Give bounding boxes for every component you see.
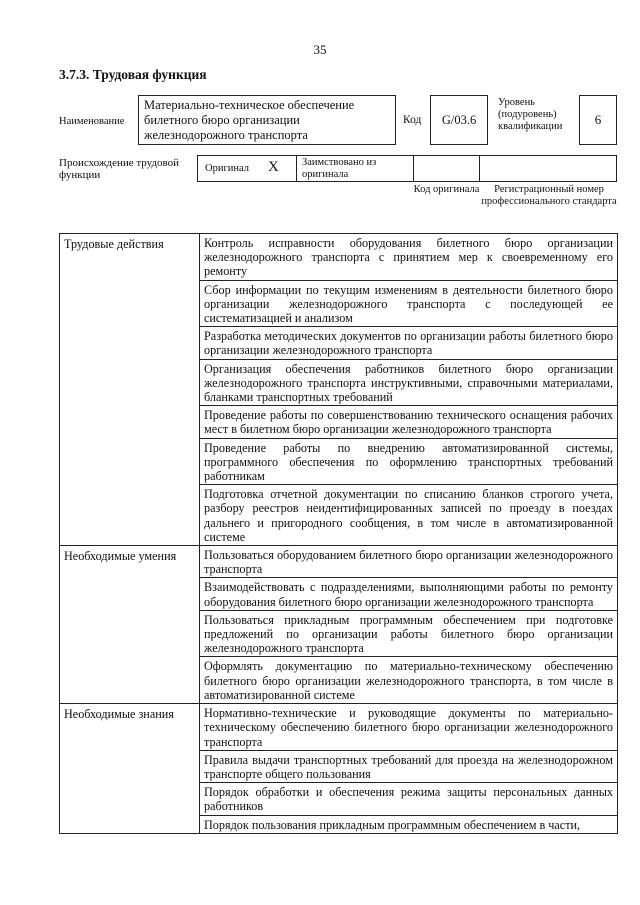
table-row [60, 234, 618, 281]
original-cell [197, 155, 297, 182]
name-label: Наименование [59, 116, 125, 127]
original-label: Оригинал [205, 163, 249, 174]
category-cell-required-knowledge: Необходимые знания [60, 704, 200, 834]
section-title: 3.7.3. Трудовая функция [59, 67, 207, 82]
function-name-box: Материально-техническое обеспечение билетного бюро организации железнодорожного транспорта [138, 95, 396, 145]
table-cell: Порядок обработки и обеспечения режима защиты персональных данных работников [200, 783, 618, 815]
table-cell: Пользоваться прикладным программным обеспечением при подготовке предложений по организации работы билетного бюро организации железнодорожного транспорта [200, 610, 618, 657]
code-label: Код [403, 114, 422, 126]
origin-row [197, 155, 617, 182]
level-value-box: 6 [579, 95, 617, 145]
table-cell: Организация обеспечения работников билетного бюро организации железнодорожного транспорта инструктивными, справочными материалами, бланками транспортных требований [200, 359, 618, 406]
table-cell: Взаимодействовать с подразделениями, выполняющими работы по ремонту оборудования билетного бюро организации железнодорожного транспорта [200, 578, 618, 610]
function-code-box: G/03.6 [430, 95, 488, 145]
table-row [60, 546, 618, 578]
table-cell: Порядок пользования прикладным программным обеспечением в части, [200, 815, 618, 833]
table-cell: Проведение работы по совершенствованию технического оснащения рабочих мест в билетном бюро организации железнодорожного транспорта [200, 406, 618, 438]
borrowed-cell: Заимствовано из оригинала [296, 155, 414, 182]
level-label: Уровень (подуровень) квалификации [498, 97, 563, 132]
function-details-table [59, 233, 618, 834]
category-cell-labor-actions: Трудовые действия [60, 234, 200, 546]
table-cell: Контроль исправности оборудования билетного бюро организации железнодорожного транспорта с принятием мер к своевременному его ремонту [200, 234, 618, 281]
category-cell-required-skills: Необходимые умения [60, 546, 200, 704]
registration-number-caption: Регистрационный номер профессионального стандарта [481, 184, 617, 207]
original-code-cell [413, 155, 480, 182]
table-row [60, 704, 618, 751]
table-cell: Нормативно-технические и руководящие документы по материально-техническому обеспечению билетного бюро организации железнодорожного транспорта [200, 704, 618, 751]
table-cell: Пользоваться оборудованием билетного бюро организации железнодорожного транспорта [200, 546, 618, 578]
original-code-caption: Код оригинала [413, 184, 480, 195]
origin-label: Происхождение трудовой функции [59, 157, 180, 181]
table-cell: Разработка методических документов по организации работы билетного бюро организации железнодорожного транспорта [200, 327, 618, 359]
registration-number-cell [479, 155, 617, 182]
table-cell: Проведение работы по внедрению автоматизированной системы, программного обеспечения по оформлению транспортных требований работникам [200, 438, 618, 485]
page-number: 35 [313, 42, 327, 57]
table-cell: Подготовка отчетной документации по списанию бланков строгого учета, разбору реестров неидентифицированных записей по проезду в поездах дальнего и пригородного сообщения, в том числе в автоматизированной системе [200, 485, 618, 546]
table-cell: Сбор информации по текущим изменениям в деятельности билетного бюро организации железнодорожного транспорта с последующей ее систематизацией и анализом [200, 280, 618, 327]
table-cell: Правила выдачи транспортных требований для проезда на железнодорожном транспорте общего пользования [200, 750, 618, 782]
original-mark: X [268, 159, 279, 175]
table-cell: Оформлять документацию по материально-техническому обеспечению билетного бюро организации железнодорожного транспорта, в том числе в автоматизированной системе [200, 657, 618, 704]
